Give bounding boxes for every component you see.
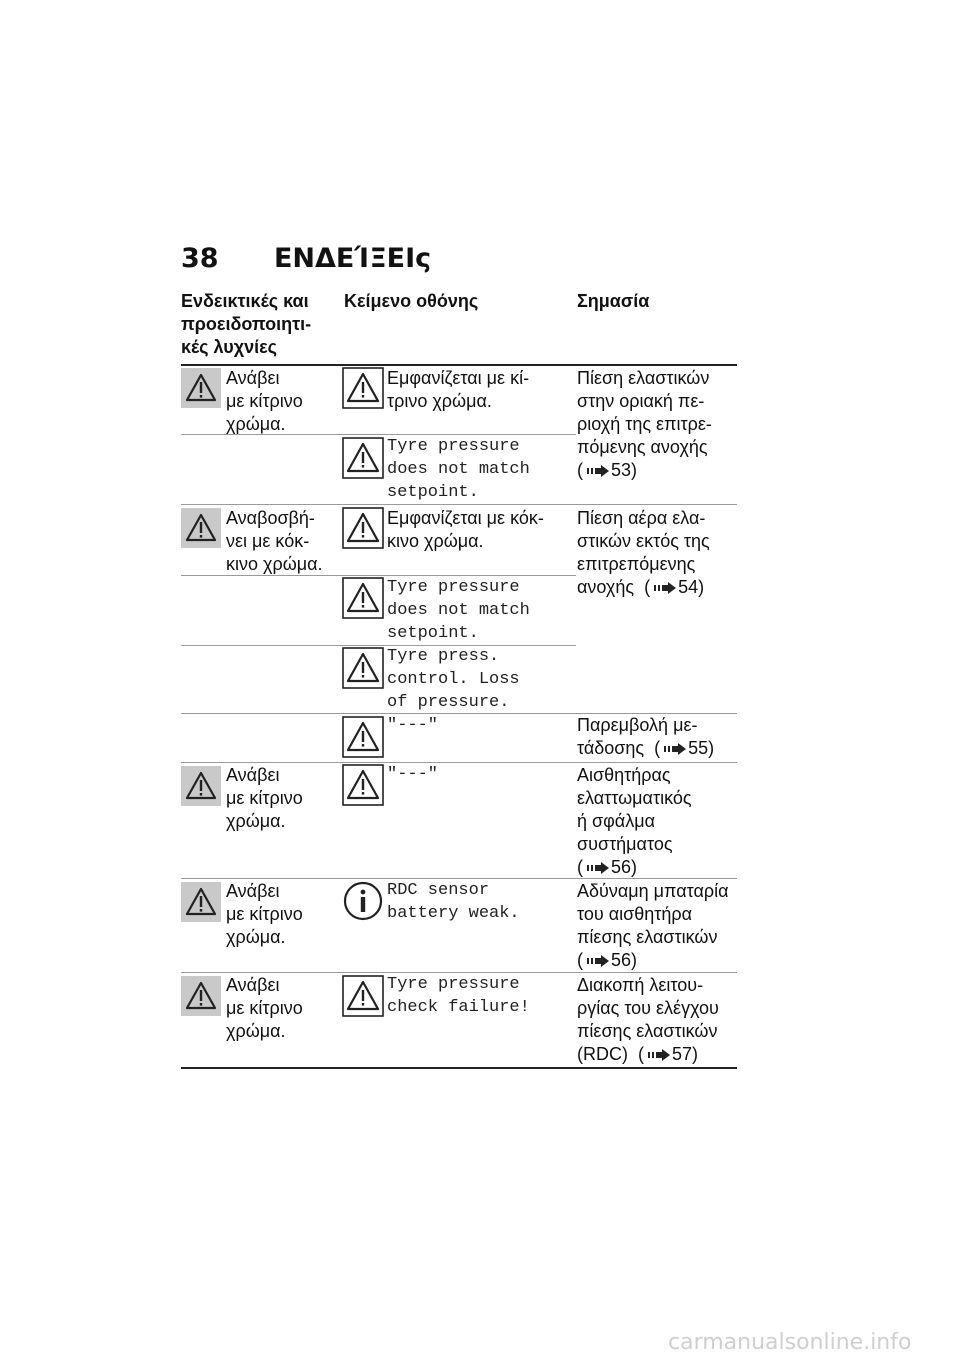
page-title: ΕΝΔΕΊΞΕΙς — [273, 243, 432, 274]
lamp-description: Ανάβει με κίτρινο χρώμα. — [226, 975, 303, 1041]
arrow-right-icon — [654, 582, 676, 594]
arrow-right-icon — [587, 862, 609, 874]
warning-triangle-icon — [342, 975, 384, 1017]
column-heading-display: Κείμενο οθόνης — [344, 291, 479, 311]
meaning-text: Αισθητήρας ελαττωματικός ή σφάλμα συστήματος ( 56) — [577, 765, 692, 877]
arrow-right-icon — [587, 465, 609, 477]
meaning-text: Πίεση αέρα ελα- στικών εκτός της επιτρεπόμενης ανοχής ( 54) — [577, 508, 710, 597]
column-heading-lamp: Ενδεικτικές και προειδοποιητι- κές λυχνίες — [181, 291, 312, 357]
meaning-text: Πίεση ελαστικών στην οριακή πε- ριοχή της επιτρε- πόμενης ανοχής ( 53) — [577, 368, 712, 480]
display-message: Tyre pressure does not match setpoint. — [387, 578, 530, 643]
warning-triangle-icon — [181, 976, 221, 1016]
table-top-rule — [181, 364, 737, 366]
warning-triangle-icon — [181, 368, 221, 408]
lamp-description: Ανάβει με κίτρινο χρώμα. — [226, 765, 303, 831]
row-divider — [181, 504, 737, 505]
page-number: 38 — [181, 243, 219, 274]
warning-triangle-icon — [342, 764, 384, 806]
info-circle-icon — [342, 880, 384, 922]
display-message: "---" — [387, 765, 439, 784]
column-heading-meaning: Σημασία — [577, 291, 650, 311]
page-reference[interactable]: (RDC) ( 57) — [577, 1044, 699, 1064]
warning-triangle-icon — [342, 367, 384, 409]
warning-triangle-icon — [342, 437, 384, 479]
warning-triangle-icon — [342, 716, 384, 758]
display-message: Tyre pressure does not match setpoint. — [387, 437, 530, 502]
warning-triangle-icon — [342, 577, 384, 619]
display-message: Tyre press. control. Loss of pressure. — [387, 647, 520, 712]
warning-triangle-icon — [181, 508, 221, 548]
page-reference[interactable]: ( 56) — [577, 857, 638, 877]
table-bottom-rule — [181, 1067, 737, 1069]
lamp-description: Ανάβει με κίτρινο χρώμα. — [226, 881, 303, 947]
page-reference[interactable]: ( 56) — [577, 950, 638, 970]
warning-triangle-icon — [181, 766, 221, 806]
display-description: Εμφανίζεται με κόκ- κινο χρώμα. — [387, 508, 544, 551]
meaning-text: Παρεμβολή με- τάδοσης ( 55) — [577, 715, 715, 758]
meaning-text: Αδύναμη μπαταρία του αισθητήρα πίεσης ελαστικών ( 56) — [577, 881, 729, 970]
row-divider — [181, 762, 737, 763]
arrow-right-icon — [648, 1049, 670, 1061]
display-description: Εμφανίζεται με κί- τρινο χρώμα. — [387, 368, 530, 411]
page-reference[interactable]: τάδοσης ( 55) — [577, 738, 715, 758]
lamp-description: Ανάβει με κίτρινο χρώμα. — [226, 368, 303, 434]
page-reference[interactable]: ( 53) — [577, 460, 638, 480]
warning-triangle-icon — [181, 882, 221, 922]
page-header — [181, 243, 431, 274]
display-message: Tyre pressure check failure! — [387, 975, 530, 1017]
warning-triangle-icon — [342, 507, 384, 549]
lamp-description: Αναβοσβή- νει με κόκ- κινο χρώμα. — [226, 508, 323, 574]
meaning-text: Διακοπή λειτου- ργίας του ελέγχου πίεσης ελαστικών (RDC) ( 57) — [577, 975, 719, 1064]
arrow-right-icon — [587, 955, 609, 967]
warning-triangle-icon — [342, 647, 384, 689]
arrow-right-icon — [664, 743, 686, 755]
display-message: RDC sensor battery weak. — [387, 881, 520, 923]
watermark: carmanualsonline.info — [668, 1330, 912, 1355]
page-reference[interactable]: ανοχής ( 54) — [577, 577, 705, 597]
display-message: "---" — [387, 716, 439, 735]
